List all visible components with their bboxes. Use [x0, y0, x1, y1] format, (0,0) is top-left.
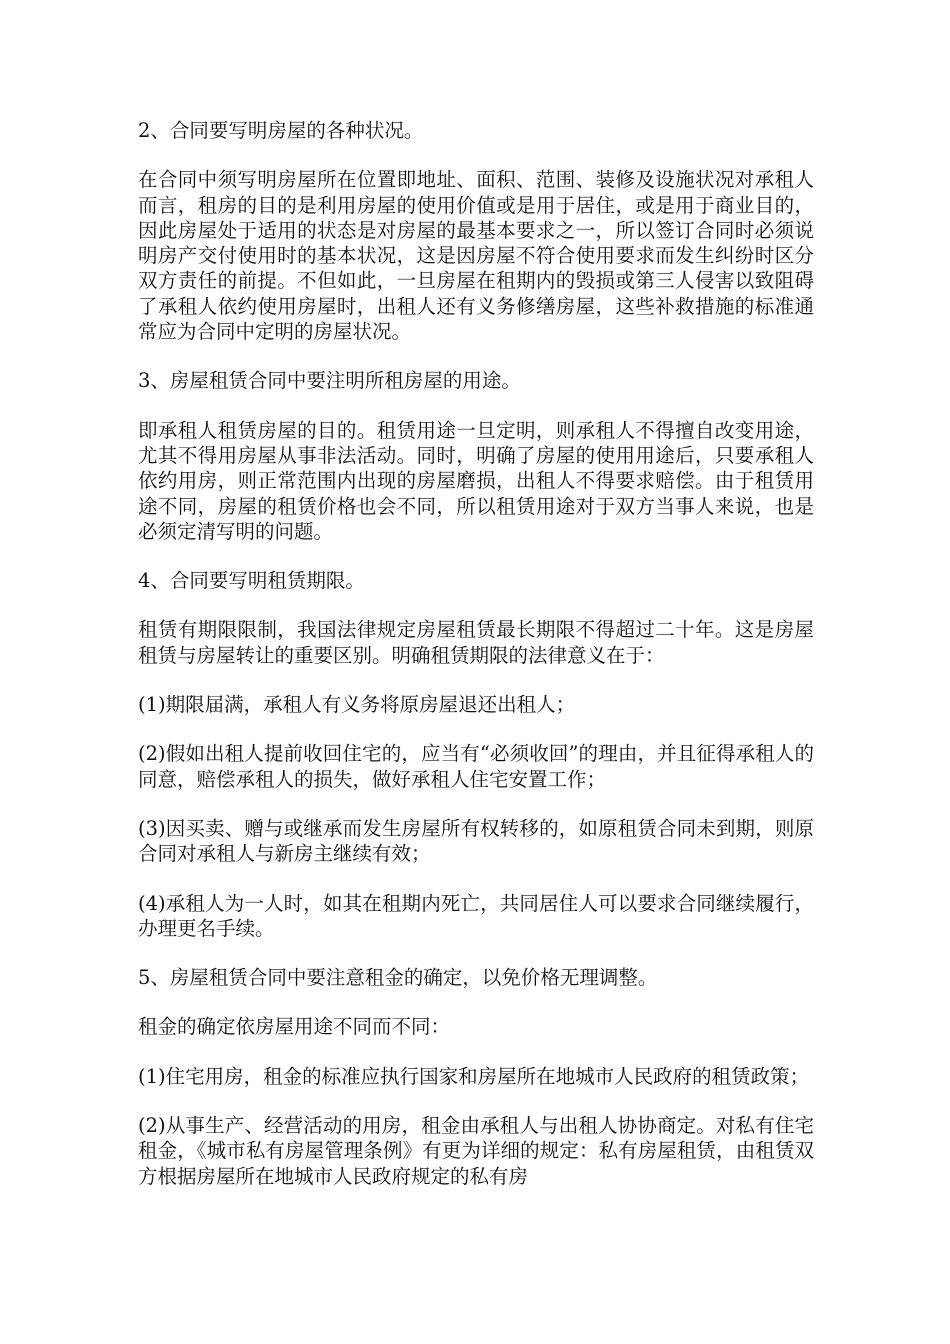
section-4-heading: 4、合同要写明租赁期限。 [138, 569, 365, 593]
section-4-item-2: (2)假如出租人提前收回住宅的，应当有“必须收回”的理由，并且征得承租人的同意，赔偿承租人的损失，做好承租人住宅安置工作； [138, 742, 814, 791]
document-page [138, 118, 814, 1213]
section-5-item-1: (1)住宅用房，租金的标准应执行国家和房屋所在地城市人民政府的租赁政策； [138, 1064, 810, 1088]
section-4-item-4: (4)承租人为一人时，如其在租期内死亡，共同居住人可以要求合同继续履行，办理更名手续。 [138, 891, 814, 940]
section-2-body: 在合同中须写明房屋所在位置即地址、面积、范围、装修及设施状况对承租人而言，租房的目的是利用房屋的使用价值或是用于居住，或是用于商业目的，因此房屋处于适用的状态是对房屋的最基本要求之一，所以签订合同时必须说明房产交付使用时的基本状况，这是因房屋不符合使用要求而发生纠纷时区分双方责任的前提。不但如此，一旦房屋在租期内的毁损或第三人侵害以致阻碍了承租人依约使用房屋时，出租人还有义务修缮房屋，这些补救措施的标准通常应为合同中定明的房屋状况。 [138, 168, 814, 344]
section-5-item-2: (2)从事生产、经营活动的用房，租金由承租人与出租人协协商定。对私有住宅租金，《城市私有房屋管理条例》有更为详细的规定：私有房屋租赁，由租赁双方根据房屋所在地城市人民政府规定的私有房 [138, 1114, 814, 1188]
section-4-body: 租赁有期限限制，我国法律规定房屋租赁最长期限不得超过二十年。这是房屋租赁与房屋转让的重要区别。明确租赁期限的法律意义在于： [138, 618, 814, 667]
section-3-heading: 3、房屋租赁合同中要注明所租房屋的用途。 [138, 369, 521, 393]
section-2-heading: 2、合同要写明房屋的各种状况。 [138, 119, 424, 142]
section-4-item-1: (1)期限届满，承租人有义务将原房屋退还出租人； [138, 693, 576, 717]
section-3-body: 即承租人租赁房屋的目的。租赁用途一旦定明，则承租人不得擅自改变用途，尤其不得用房屋从事非法活动。同时，明确了房屋的使用用途后，只要承租人依约用房，则正常范围内出现的房屋磨损，出租人不得要求赔偿。由于租赁用途不同，房屋的租赁价格也会不同，所以租赁用途对于双方当事人来说，也是必须定清写明的问题。 [138, 418, 814, 543]
section-5-heading: 5、房屋租赁合同中要注意租金的确定，以免价格无理调整。 [138, 966, 658, 990]
section-5-body: 租金的确定依房屋用途不同而不同： [138, 1015, 451, 1039]
section-4-item-3: (3)因买卖、赠与或继承而发生房屋所有权转移的，如原租赁合同未到期，则原合同对承租人与新房主继续有效； [138, 816, 814, 866]
